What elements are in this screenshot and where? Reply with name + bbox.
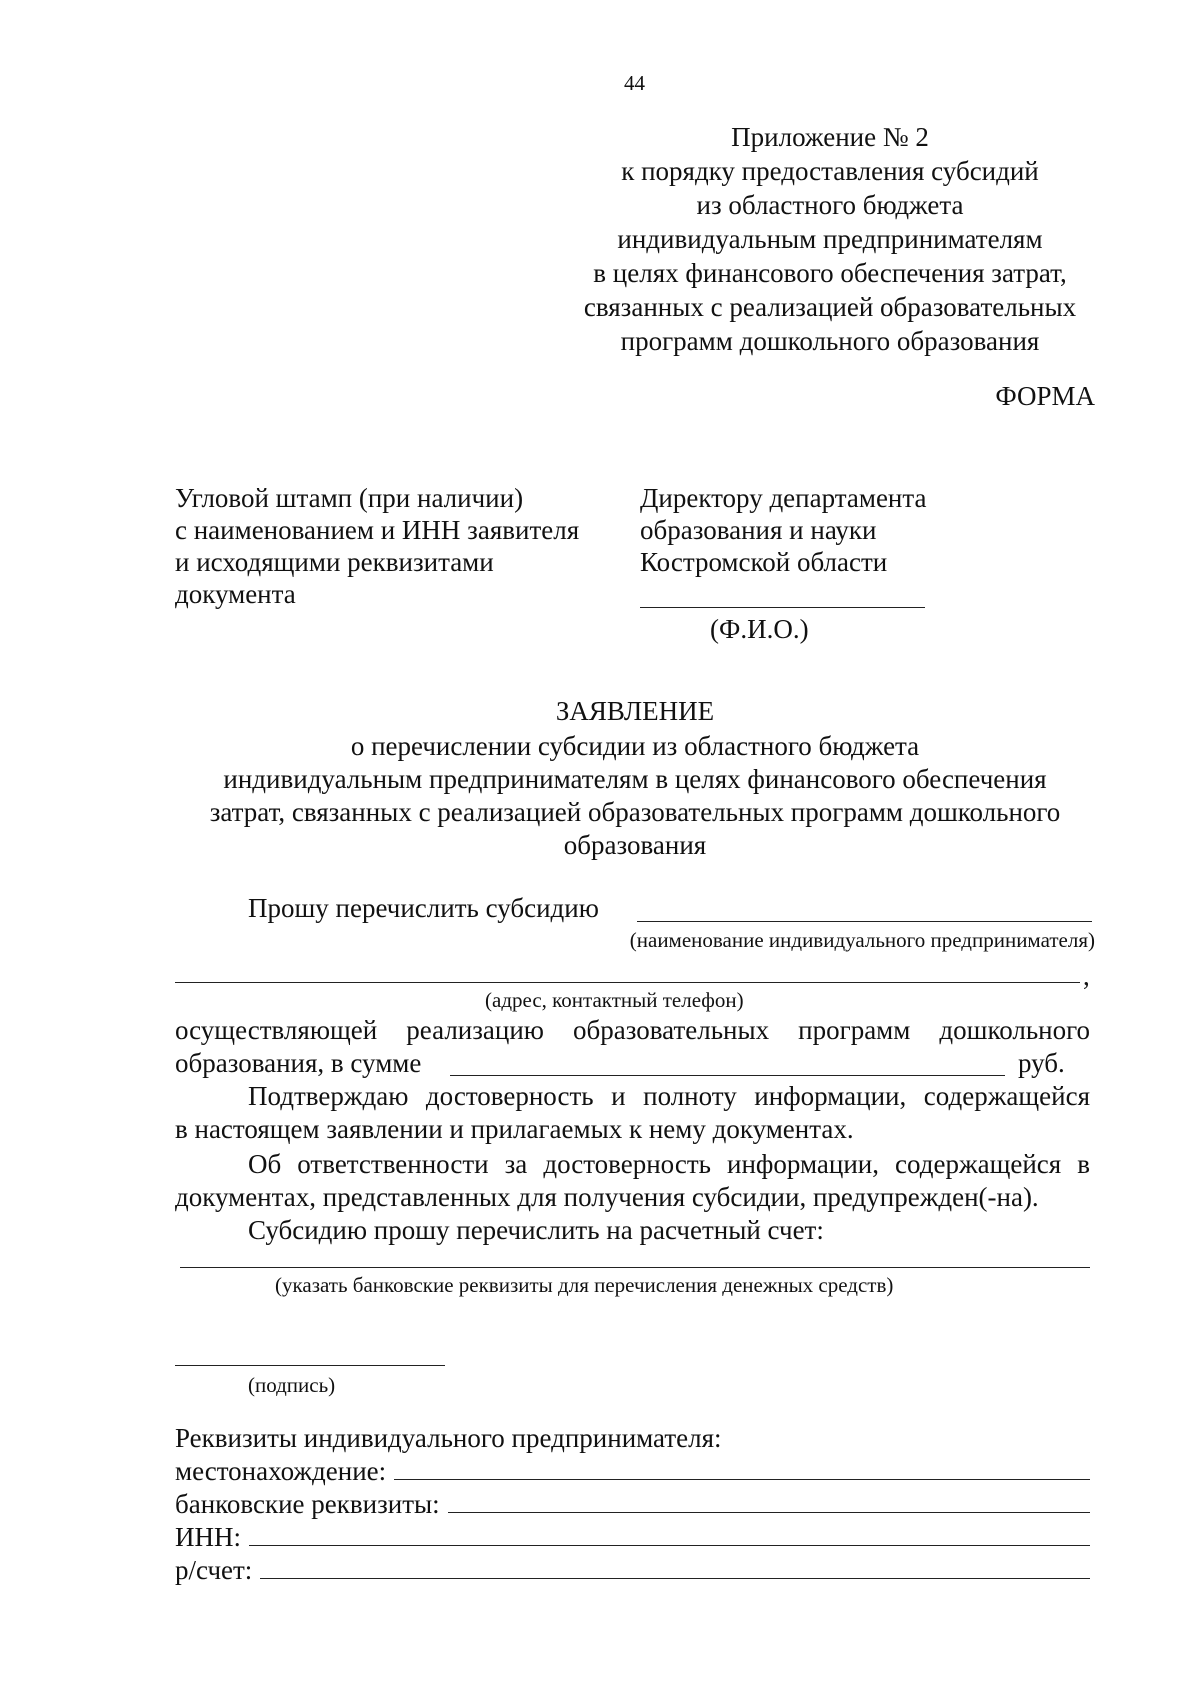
appendix-block [540,120,1120,358]
fio-caption: (Ф.И.О.) [710,614,809,644]
implementing-line: осуществляющей реализацию образовательных программ дошкольного [175,1015,1090,1045]
inn-field[interactable] [249,1523,1090,1546]
account-field[interactable] [260,1556,1090,1579]
amount-prefix: образования, в сумме [175,1048,422,1078]
request-text: Прошу перечислить субсидию [248,893,599,923]
entrepreneur-caption: (наименование индивидуального предпринимателя) [629,928,1095,952]
subtitle-line: затрат, связанных с реализацией образовательных программ дошкольного [209,797,1061,827]
inn-row [175,1521,1090,1553]
address-caption: (адрес, контактный телефон) [485,988,744,1012]
account-row [175,1554,1090,1586]
responsibility-line-1: Об ответственности за достоверность информации, содержащейся в [248,1149,1090,1179]
bank-field[interactable] [448,1490,1090,1513]
stamp-block [175,482,579,610]
appendix-line: из областного бюджета [696,190,964,220]
signature-field[interactable] [175,1365,445,1366]
address-field[interactable] [175,982,1080,983]
page-number: 44 [624,71,645,95]
statement-subtitle [0,730,1200,862]
statement-title: ЗАЯВЛЕНИЕ [555,696,715,726]
subtitle-line: образования [563,830,707,860]
bank-row [175,1488,1090,1520]
inn-label: ИНН: [175,1522,241,1552]
stamp-line: Угловой штамп (при наличии) [175,483,524,513]
signature-caption: (подпись) [248,1373,336,1397]
stamp-line: и исходящими реквизитами [175,547,494,577]
addressee-line: Директору департамента [640,483,927,513]
location-label: местонахождение: [175,1456,387,1486]
bank-details-field[interactable] [180,1267,1090,1268]
address-comma: , [1083,961,1090,991]
appendix-line: программ дошкольного образования [620,326,1040,356]
appendix-line: связанных с реализацией образовательных [583,292,1077,322]
location-row [175,1455,1090,1487]
account-label: р/счет: [175,1555,253,1585]
form-label: ФОРМА [995,381,1095,411]
bank-label: банковские реквизиты: [175,1489,440,1519]
subtitle-line: индивидуальным предпринимателям в целях финансового обеспечения [223,764,1047,794]
stamp-line: документа [175,579,296,609]
appendix-line: к порядку предоставления субсидий [621,156,1039,186]
bank-caption: (указать банковские реквизиты для перечисления денежных средств) [275,1273,894,1297]
requisites-header: Реквизиты индивидуального предпринимателя: [175,1423,722,1453]
confirm-line-1: Подтверждаю достоверность и полноту информации, содержащейся [248,1081,1090,1111]
entrepreneur-name-field[interactable] [637,921,1092,922]
stamp-line: с наименованием и ИНН заявителя [175,515,580,545]
addressee-line: Костромской области [640,547,888,577]
location-field[interactable] [394,1457,1090,1480]
appendix-line: индивидуальным предпринимателям [617,224,1043,254]
appendix-line: в целях финансового обеспечения затрат, [593,258,1067,288]
account-line: Субсидию прошу перечислить на расчетный счет: [248,1215,824,1245]
fio-field[interactable] [640,607,925,608]
amount-suffix: руб. [1018,1048,1065,1078]
addressee-block [640,482,927,578]
addressee-line: образования и науки [640,515,877,545]
responsibility-line-2: документах, представленных для получения субсидии, предупрежден(-на). [175,1182,1039,1212]
amount-field[interactable] [450,1075,1005,1076]
appendix-line: Приложение № 2 [731,122,929,152]
subtitle-line: о перечислении субсидии из областного бюджета [350,731,920,761]
confirm-line-2: в настоящем заявлении и прилагаемых к нему документах. [175,1114,854,1144]
